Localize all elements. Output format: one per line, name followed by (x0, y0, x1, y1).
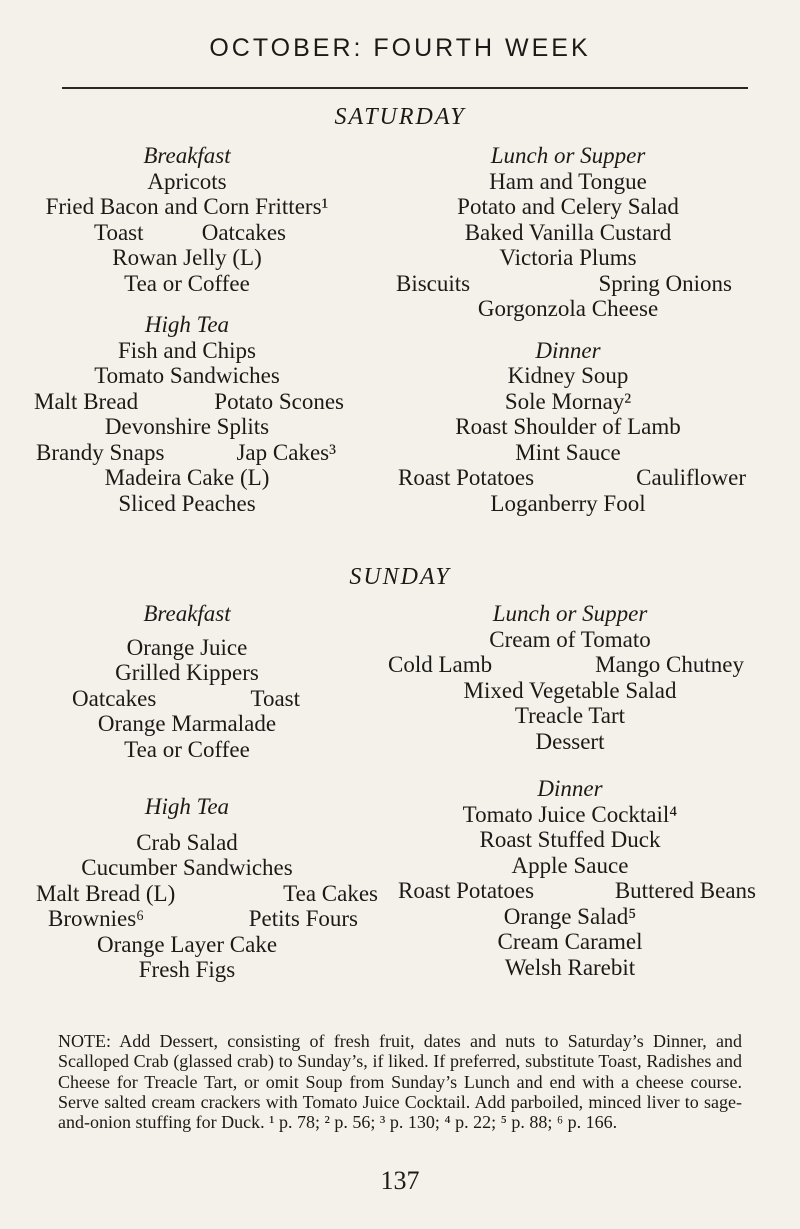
sunday-lunch-item: Treacle Tart (514, 703, 626, 728)
saturday-high-tea-pair-left: Brandy Snaps (36, 439, 165, 465)
saturday-high-tea-item: Fish and Chips (117, 337, 257, 363)
section-gap (62, 627, 312, 635)
section-gap (62, 820, 312, 830)
sunday-title: SUNDAY (349, 564, 451, 590)
saturday-high-tea-pair-right: Jap Cakes³ (236, 439, 336, 465)
sunday-dinner-pair (398, 878, 756, 904)
section-gap (408, 322, 728, 338)
sunday-dinner-item: Roast Stuffed Duck (479, 827, 661, 852)
sunday-lunch-pair-right: Mango Chutney (595, 652, 744, 677)
saturday-lunch-item: Victoria Plums (499, 245, 637, 270)
saturday-high-tea-item: Tomato Sandwiches (94, 363, 280, 388)
sunday-high-tea-item: Crab Salad (136, 829, 238, 855)
header-rule (62, 87, 748, 89)
sunday-high-tea-pair-right: Petits Fours (248, 906, 358, 931)
saturday-lunch-item: Gorgonzola Cheese (477, 296, 659, 321)
saturday-lunch-title: Lunch or Supper (490, 143, 646, 168)
saturday-high-tea-pair-right: Potato Scones (214, 388, 344, 414)
saturday-dinner-item: Loganberry Fool (490, 490, 646, 516)
sunday-breakfast-item: Orange Juice (126, 634, 248, 660)
sunday-breakfast-title: Breakfast (143, 601, 231, 626)
sunday-high-tea-item: Cucumber Sandwiches (81, 855, 293, 880)
section-gap (42, 296, 332, 312)
sunday-lunch-item: Mixed Vegetable Salad (463, 677, 677, 703)
sunday-high-tea-pair (36, 881, 378, 907)
saturday-high-tea-item: Madeira Cake (L) (104, 465, 270, 490)
footnote-paragraph: NOTE: Add Dessert, consisting of fresh fruit, dates and nuts to Saturday’s Dinner, and Scalloped Crab (glassed crab) to Sunday’s, if liked. If preferred, substitute Toast, Radishes and Cheese for Treacle Tart, or omit Soup from Sunday’s Lunch and end with a cheese course. Serve salted cream crackers with Tomato Juice Cocktail. Add parboiled, minced liver to sage-and-onion stuffing for Duck. ¹ p. 78; ² p. 56; ³ p. 130; ⁴ p. 22; ⁵ p. 88; ⁶ p. 166. (58, 1031, 742, 1133)
running-header: OCTOBER: FOURTH WEEK (209, 34, 591, 62)
sunday-breakfast-item: Tea or Coffee (124, 736, 250, 762)
saturday-lunch-pair-left: Biscuits (396, 270, 471, 296)
saturday-breakfast-pair (42, 220, 332, 246)
saturday-high-tea-pair (34, 389, 344, 415)
saturday-lunch-item: Baked Vanilla Custard (464, 219, 672, 245)
sunday-lunch-pair-left: Cold Lamb (388, 652, 493, 677)
saturday-dinner-pair-left: Roast Potatoes (398, 465, 535, 490)
saturday-dinner-item: Mint Sauce (515, 439, 621, 465)
sunday-high-tea-item: Orange Layer Cake (96, 931, 278, 957)
sunday-breakfast-pair-right: Toast (250, 685, 300, 711)
saturday-high-tea-title: High Tea (144, 312, 230, 337)
sunday-lunch-pair (388, 652, 744, 678)
sunday-high-tea-pair-right: Tea Cakes (283, 880, 378, 906)
saturday-high-tea-pair-left: Malt Bread (34, 388, 139, 414)
sunday-dinner-item: Apple Sauce (511, 852, 629, 878)
saturday-dinner-pair-right: Cauliflower (636, 465, 746, 490)
saturday-dinner-pair (398, 465, 746, 491)
sunday-high-tea-title: High Tea (144, 794, 230, 819)
saturday-high-tea-item: Devonshire Splits (104, 414, 270, 439)
sunday-breakfast-item: Orange Marmalade (97, 711, 277, 736)
saturday-dinner-item: Kidney Soup (507, 363, 629, 388)
saturday-lunch-item: Potato and Celery Salad (457, 194, 679, 219)
saturday-lunch-pair (396, 271, 732, 297)
sunday-breakfast-pair-left: Oatcakes (72, 685, 157, 711)
saturday-breakfast-item: Tea or Coffee (124, 270, 250, 296)
sunday-dinner-pair-right: Buttered Beans (614, 878, 756, 903)
sunday-high-tea-pair (48, 906, 358, 932)
saturday-breakfast-item: Rowan Jelly (L) (112, 245, 262, 270)
sunday-dinner-item: Welsh Rarebit (504, 954, 636, 980)
sunday-dinner-item: Orange Salad⁵ (503, 903, 637, 929)
saturday-left-column (34, 143, 344, 516)
page-number: 137 (380, 1166, 420, 1195)
sunday-high-tea-item: Fresh Figs (138, 957, 236, 982)
sunday-left-column (36, 601, 378, 983)
saturday-breakfast-item: Fried Bacon and Corn Fritters¹ (45, 194, 329, 219)
saturday-dinner-item: Roast Shoulder of Lamb (455, 414, 681, 439)
sunday-dinner-pair-left: Roast Potatoes (398, 878, 535, 903)
saturday-title: SATURDAY (334, 104, 466, 130)
sunday-dinner-item: Tomato Juice Cocktail⁴ (462, 801, 678, 827)
sunday-right-column (388, 601, 756, 980)
sunday-breakfast-pair (62, 686, 312, 712)
sunday-lunch-item: Cream of Tomato (489, 626, 651, 652)
saturday-dinner-title: Dinner (535, 337, 601, 363)
saturday-high-tea-item: Sliced Peaches (118, 490, 256, 516)
saturday-breakfast-pair-right: Oatcakes (201, 219, 286, 245)
sunday-dinner-title: Dinner (537, 776, 603, 801)
saturday-breakfast-item: Apricots (147, 168, 227, 194)
saturday-breakfast-pair-left: Toast (94, 219, 144, 245)
sunday-lunch-item: Dessert (535, 728, 605, 754)
saturday-right-column (396, 143, 746, 516)
sunday-lunch-title: Lunch or Supper (492, 601, 648, 626)
saturday-lunch-pair-right: Spring Onions (598, 270, 732, 296)
saturday-breakfast-title: Breakfast (143, 143, 231, 168)
sunday-high-tea-pair-left: Malt Bread (L) (36, 880, 176, 906)
sunday-dinner-item: Cream Caramel (497, 929, 643, 954)
saturday-lunch-item: Ham and Tongue (489, 168, 647, 194)
section-gap (410, 754, 730, 776)
sunday-high-tea-pair-left: Brownies⁶ (48, 906, 145, 931)
sunday-breakfast-item: Grilled Kippers (115, 660, 259, 685)
saturday-high-tea-pair (36, 440, 336, 466)
saturday-dinner-item: Sole Mornay² (504, 388, 632, 414)
section-gap (62, 762, 312, 794)
